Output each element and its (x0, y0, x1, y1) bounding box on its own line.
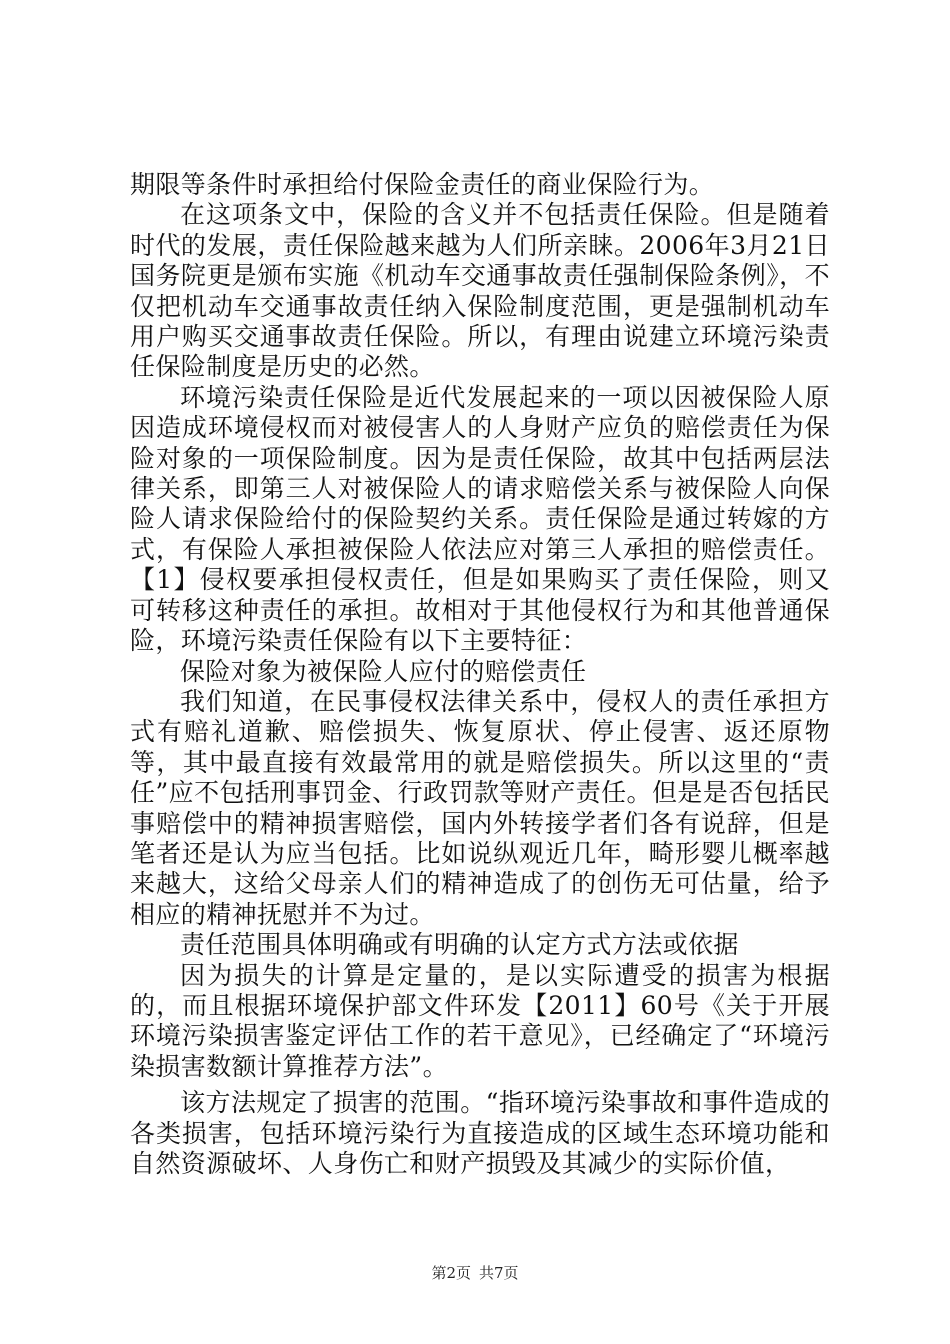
body-text (130, 170, 830, 1179)
section-heading-liability-scope: 责任范围具体明确或有明确的认定方式方法或依据 (180, 930, 739, 960)
page-total: 共7页 (479, 1264, 519, 1282)
page-number: 第2页 (431, 1264, 471, 1282)
paragraph-liability-insurance-history: 在这项条文中，保险的含义并不包括责任保险。但是随着时代的发展，责任保险越来越为人们所亲睐。2006年3月21日国务院更是颁布实施《机动车交通事故责任强制保险条例》，不仅把机动车交通事故责任纳入保险制度范围，更是强制机动车用户购买交通事故责任保险。所以，有理由说建立环境污染责任保险制度是历史的必然。 (130, 200, 830, 382)
paragraph-environmental-insurance-definition: 环境污染责任保险是近代发展起来的一项以因被保险人原因造成环境侵权而对被侵害人的人身财产应负的赔偿责任为保险对象的一项保险制度。因为是责任保险，故其中包括两层法律关系，即第三人对被保险人的请求赔偿关系与被保险人向保险人请求保险给付的保险契约关系。责任保险是通过转嫁的方式，有保险人承担被保险人依法应对第三人承担的赔偿责任。【1】侵权要承担侵权责任，但是如果购买了责任保险，则又可转移这种责任的承担。故相对于其他侵权行为和其他普通保险，环境污染责任保险有以下主要特征： (130, 382, 830, 656)
paragraph-continuation: 期限等条件时承担给付保险金责任的商业保险行为。 (130, 170, 715, 199)
paragraph-loss-calculation: 因为损失的计算是定量的，是以实际遭受的损害为根据的，而且根据环境保护部文件环发【2011】60号《关于开展环境污染损害鉴定评估工作的若干意见》，已经确定了“环境污染损害数额计算推荐方法”。 (130, 960, 830, 1081)
paragraph-civil-liability: 我们知道，在民事侵权法律关系中，侵权人的责任承担方式有赔礼道歉、赔偿损失、恢复原状、停止侵害、返还原物等，其中最直接有效最常用的就是赔偿损失。所以这里的“责任”应不包括刑事罚金、行政罚款等财产责任。但是是否包括民事赔偿中的精神损害赔偿，国内外转接学者们各有说辞，但是笔者还是认为应当包括。比如说纵观近几年，畸形婴儿概率越来越大，这给父母亲人们的精神造成了的创伤无可估量，给予相应的精神抚慰并不为过。 (130, 686, 830, 929)
page-footer (0, 1262, 950, 1283)
paragraph-damage-scope: 该方法规定了损害的范围。“指环境污染事故和事件造成的各类损害，包括环境污染行为直接造成的区域生态环境功能和自然资源破坏、人身伤亡和财产损毁及其减少的实际价值， (130, 1088, 830, 1178)
section-heading-insured-object: 保险对象为被保险人应付的赔偿责任 (180, 656, 587, 686)
